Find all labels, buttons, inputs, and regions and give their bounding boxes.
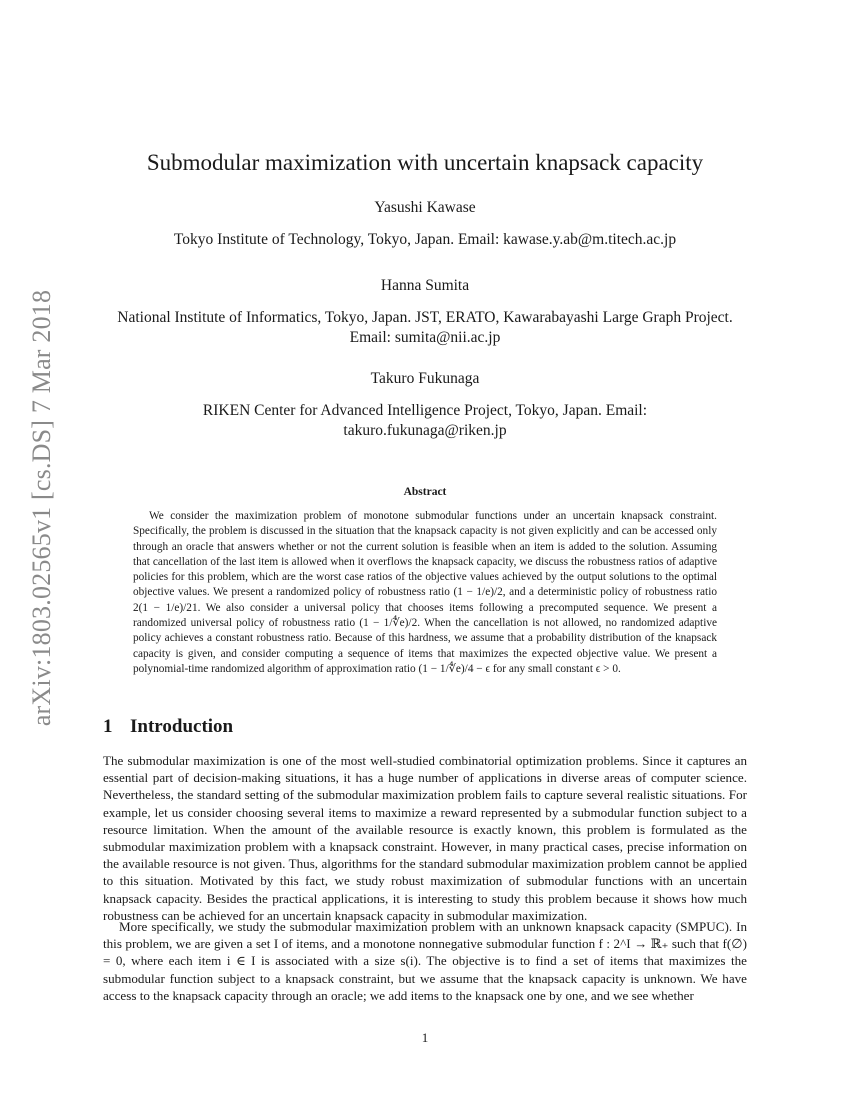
- author-affiliation: National Institute of Informatics, Tokyo, Japan. JST, ERATO, Kawarabayashi Large Graph Project. Email: sumita@nii.ac.jp: [117, 309, 733, 346]
- body-paragraph: The submodular maximization is one of the most well-studied combinatorial optimization problems. Since it captures an essential part of decision-making situations, it has a huge number of applications in diverse areas of computer science. Nevertheless, the standard setting of the submodular maximization problem fails to capture several realistic situations. For example, let us consider choosing several items to maximize a reward represented by a submodular function subject to a resource limitation. When the amount of the available resource is exactly known, this problem is formulated as the submodular maximization problem with a knapsack constraint. However, in many practical cases, precise information on the available resource is not given. Thus, algorithms for the standard submodular maximization problem cannot be applied to this situation. Motivated by this fact, we study robust maximization of submodular functions with an uncertain knapsack capacity. Besides the practical applications, it is interesting to study this problem because it shows how much robustness can be achieved for an uncertain knapsack capacity in submodular maximization.: [103, 753, 747, 923]
- section-number: 1: [103, 716, 113, 737]
- author-affiliation: RIKEN Center for Advanced Intelligence Project, Tokyo, Japan. Email: takuro.fukunaga@riken.jp: [202, 402, 648, 439]
- section-heading: [103, 716, 233, 738]
- paper-title: Submodular maximization with uncertain knapsack capacity: [146, 150, 704, 175]
- author-block-2: [0, 276, 850, 348]
- arxiv-identifier: arXiv:1803.02565v1 [cs.DS] 7 Mar 2018: [27, 289, 56, 727]
- abstract-heading: Abstract: [403, 486, 447, 498]
- author-affiliation: Tokyo Institute of Technology, Tokyo, Japan. Email: kawase.y.ab@m.titech.ac.jp: [173, 231, 677, 248]
- author-name: Yasushi Kawase: [374, 199, 476, 216]
- abstract-text: We consider the maximization problem of monotone submodular functions under an uncertain knapsack constraint. Specifically, the problem is discussed in the situation that the knapsack capacity is not given explicitly and can be accessed only through an oracle that answers whether or not the current solution is feasible when an item is added to the solution. Assuming that cancellation of the last item is allowed when it overflows the knapsack capacity, we discuss the robustness ratios of adaptive policies for this problem, which are the worst case ratios of the objective values achieved by the output solutions to the optimal objective values. We present a randomized policy of robustness ratio (1 − 1/e)/2, and a deterministic policy of robustness ratio 2(1 − 1/e)/21. We also consider a universal policy that chooses items following a precomputed sequence. We present a randomized universal policy of robustness ratio (1 − 1/∜e)/2. When the cancellation is not allowed, no randomized adaptive policy achieves a constant robustness ratio. Because of this hardness, we assume that a probability distribution of the knapsack capacity is given, and consider computing a sequence of items that maximizes the expected objective value. We present a polynomial-time randomized algorithm of approximation ratio (1 − 1/∜e)/4 − ϵ for any small constant ϵ > 0.: [133, 510, 717, 675]
- page-number: 1: [421, 1030, 429, 1045]
- section-title: Introduction: [130, 716, 234, 737]
- author-block-3: [0, 369, 850, 441]
- author-name: Hanna Sumita: [380, 277, 470, 294]
- author-name: Takuro Fukunaga: [370, 370, 480, 387]
- author-block-1: [0, 198, 850, 250]
- body-paragraph: More specifically, we study the submodular maximization problem with an unknown knapsack capacity (SMPUC). In this problem, we are given a set I of items, and a monotone nonnegative submodular function f : 2^I → ℝ₊ such that f(∅) = 0, where each item i ∈ I is associated with a size s(i). The objective is to find a set of items that maximizes the submodular function subject to a knapsack constraint, but we assume that the knapsack capacity is unknown. We have access to the knapsack capacity through an oracle; we add items to the knapsack one by one, and we see whether: [103, 919, 747, 1003]
